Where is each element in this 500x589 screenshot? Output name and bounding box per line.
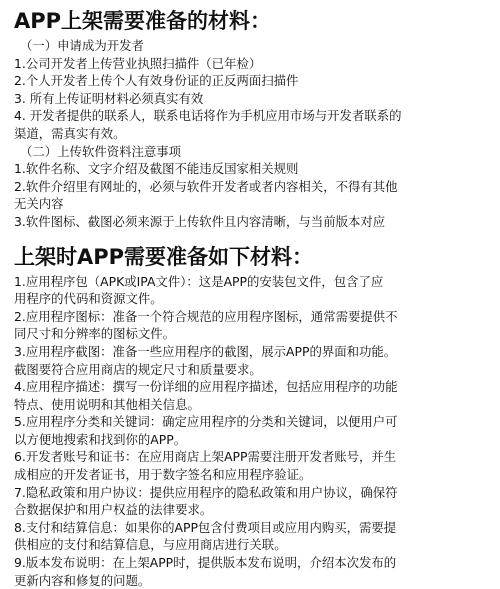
text-line: 无关内容 <box>14 196 64 212</box>
text-line: 3. 所有上传证明材料必须真实有效 <box>14 90 204 106</box>
text-line: 5.应用程序分类和关键词：确定应用程序的分类和关键词，以便用户可 <box>14 414 398 430</box>
text-line: 以方便地搜索和找到你的APP。 <box>14 431 187 447</box>
text-line: 8.支付和结算信息：如果你的APP包含付费项目或应用内购买，需要提 <box>14 519 397 535</box>
text-line: 更新内容和修复的问题。 <box>14 572 151 588</box>
text-line: 2.软件介绍里有网址的，必须与软件开发者或者内容相关，不得有其他 <box>14 178 398 194</box>
text-line: 1.应用程序包（APK或IPA文件）：这是APP的安装包文件，包含了应 <box>14 273 384 289</box>
text-line: 渠道，需真实有效。 <box>14 125 126 141</box>
text-line: 3.软件图标、截图必须来源于上传软件且内容清晰，与当前版本对应 <box>14 213 386 229</box>
text-line: 成相应的开发者证书，用于数字签名和应用程序验证。 <box>14 467 312 483</box>
text-line: 2.个人开发者上传个人有效身份证的正反两面扫描件 <box>14 73 299 89</box>
text-line: 6.开发者账号和证书：在应用商店上架APP需要注册开发者账号，并生 <box>14 449 397 465</box>
text-line: 4.应用程序描述：撰写一份详细的应用程序描述，包括应用程序的功能 <box>14 379 398 395</box>
text-line: 9.版本发布说明：在上架APP时，提供版本发布说明，介绍本次发布的 <box>14 555 397 571</box>
text-line: 特点、使用说明和其他相关信息。 <box>14 396 200 412</box>
text-line: 7.隐私政策和用户协议：提供应用程序的隐私政策和用户协议，确保符 <box>14 484 398 500</box>
section-title-listing: 上架时APP需要准备如下材料： <box>14 244 314 269</box>
text-line: 1.软件名称、文字介绍及截图不能违反国家相关规则 <box>14 161 299 177</box>
text-line: 截图要符合应用商店的规定尺寸和质量要求。 <box>14 361 262 377</box>
text-line: 2.应用程序图标：准备一个符合规范的应用程序图标，通常需要提供不 <box>14 308 398 324</box>
text-line: 4. 开发者提供的联系人，联系电话将作为手机应用市场与开发者联系的 <box>14 108 402 124</box>
text-line: 1.公司开发者上传营业执照扫描件（已年检） <box>14 55 262 71</box>
text-line: 供相应的支付和结算信息，与应用商店进行关联。 <box>14 537 287 553</box>
section-materials-body <box>14 37 490 231</box>
text-line: 合数据保护和用户权益的法律要求。 <box>14 502 213 518</box>
text-line: 3.应用程序截图：准备一些应用程序的截图，展示APP的界面和功能。 <box>14 343 397 359</box>
section-listing-body <box>14 273 490 589</box>
text-line: （二）上传软件资料注意事项 <box>20 143 182 159</box>
section-title-materials: APP上架需要准备的材料： <box>14 9 272 33</box>
text-line: （一）申请成为开发者 <box>20 38 144 53</box>
text-line: 同尺寸和分辨率的图标文件。 <box>14 326 176 342</box>
text-line: 用程序的代码和资源文件。 <box>14 291 163 307</box>
